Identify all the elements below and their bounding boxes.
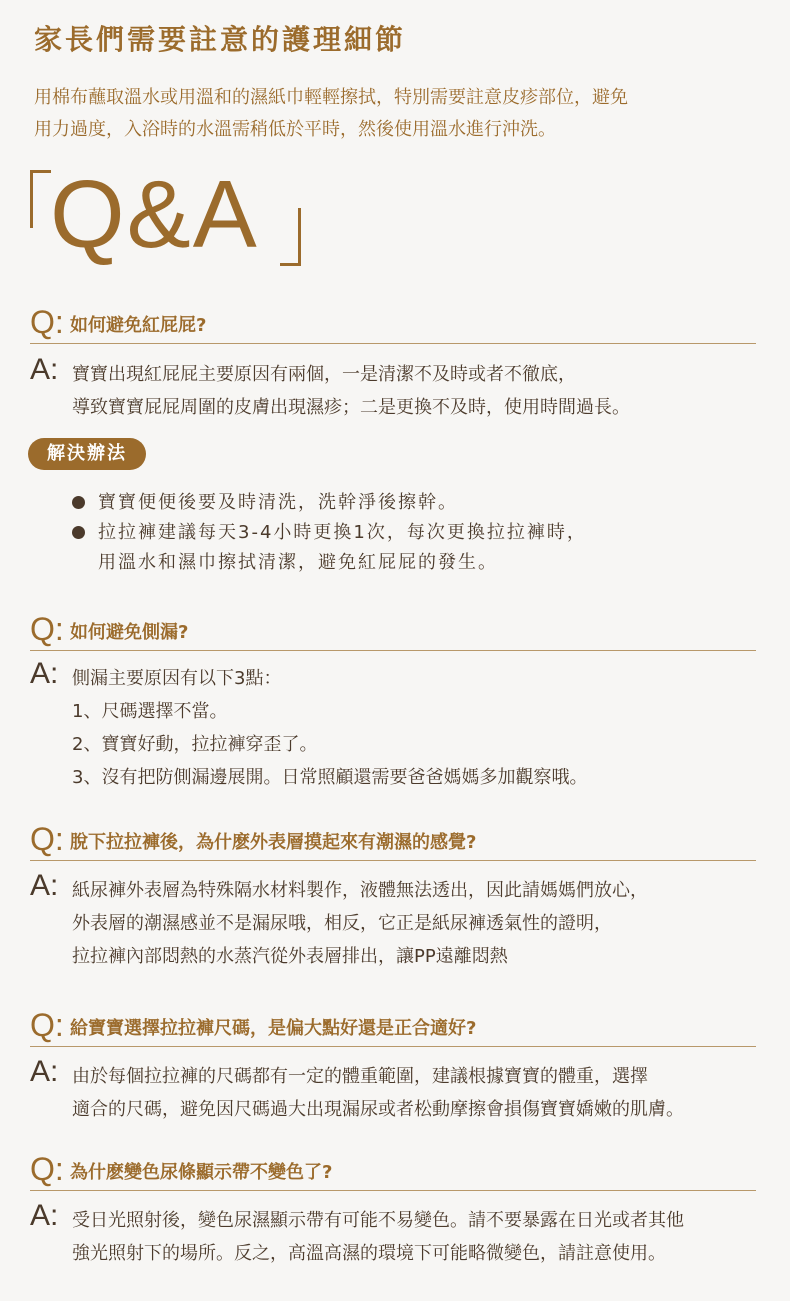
answer-line: 導致寶寶屁屁周圍的皮膚出現濕疹；二是更換不及時，使用時間過長。 [72, 397, 630, 418]
answer-line: 側漏主要原因有以下3點： [72, 668, 282, 689]
question-row [30, 820, 756, 861]
question-row [30, 303, 756, 344]
qa-hero-heading [30, 160, 330, 270]
solution-line: 拉拉褲建議每天3-4小時更換1次，每次更換拉拉褲時， [98, 522, 587, 543]
answer-line: 強光照射下的場所。反之，高溫高濕的環境下可能略微變色，請註意使用。 [72, 1243, 666, 1264]
a-label: A: [30, 657, 59, 690]
solution-list [72, 488, 752, 578]
q-label: Q: [30, 1151, 64, 1187]
solution-line: 寶寶便便後要及時清洗，洗幹淨後擦幹。 [98, 492, 458, 513]
intro-line: 用棉布蘸取溫水或用溫和的濕紙巾輕輕擦拭，特別需要註意皮疹部位，避免 [34, 87, 628, 108]
q-label: Q: [30, 304, 64, 340]
answer-line: 2、寶寶好動，拉拉褲穿歪了。 [72, 734, 318, 755]
question-text: 給寶寶選擇拉拉褲尺碼，是偏大點好還是正合適好? [70, 1018, 477, 1039]
answer-line: 受日光照射後，變色尿濕顯示帶有可能不易變色。請不要暴露在日光或者其他 [72, 1210, 684, 1231]
a-label: A: [30, 869, 59, 902]
solution-line: 用溫水和濕巾擦拭清潔，避免紅屁屁的發生。 [98, 552, 498, 573]
answer-line: 紙尿褲外表層為特殊隔水材料製作，液體無法透出，因此請媽媽們放心， [72, 880, 648, 901]
question-text: 如何避免紅屁屁? [70, 315, 207, 336]
qa-hero-text: Q&A [50, 161, 259, 268]
q-label: Q: [30, 1007, 64, 1043]
answer-line: 外表層的潮濕感並不是漏尿哦，相反，它正是紙尿褲透氣性的證明， [72, 913, 612, 934]
intro-line: 用力過度，入浴時的水溫需稍低於平時，然後使用溫水進行沖洗。 [34, 119, 556, 140]
answer-line: 適合的尺碼，避免因尺碼過大出現漏尿或者松動摩擦會損傷寶寶嬌嫩的肌膚。 [72, 1099, 684, 1120]
question-row [30, 1006, 756, 1047]
q-label: Q: [30, 611, 64, 647]
answer-line: 由於每個拉拉褲的尺碼都有一定的體重範圍，建議根據寶寶的體重，選擇 [72, 1066, 648, 1087]
bullet-dot [72, 526, 85, 539]
solution-item [72, 518, 752, 578]
q-label: Q: [30, 821, 64, 857]
question-row [30, 610, 756, 651]
solution-badge: 解決辦法 [28, 438, 146, 470]
solution-item [72, 488, 752, 518]
answer-line: 拉拉褲內部悶熱的水蒸汽從外表層排出，讓PP遠離悶熱 [72, 946, 508, 967]
left-corner-bracket [30, 170, 51, 228]
question-text: 如何避免側漏? [70, 622, 189, 643]
question-row [30, 1150, 756, 1191]
bullet-dot [72, 496, 85, 509]
answer-line: 3、沒有把防側漏邊展開。日常照顧還需要爸爸媽媽多加觀察哦。 [72, 767, 588, 788]
a-label: A: [30, 1055, 59, 1088]
question-text: 脫下拉拉褲後，為什麽外表層摸起來有潮濕的感覺? [70, 832, 477, 853]
answer-line: 1、尺碼選擇不當。 [72, 701, 228, 722]
intro-paragraph [34, 82, 754, 146]
page-title: 家長們需要註意的護理細節 [34, 23, 407, 56]
a-label: A: [30, 1199, 59, 1232]
right-corner-bracket [280, 208, 301, 266]
a-label: A: [30, 353, 59, 386]
question-text: 為什麽變色尿條顯示帶不變色了? [70, 1162, 333, 1183]
answer-line: 寶寶出現紅屁屁主要原因有兩個，一是清潔不及時或者不徹底， [72, 364, 576, 385]
